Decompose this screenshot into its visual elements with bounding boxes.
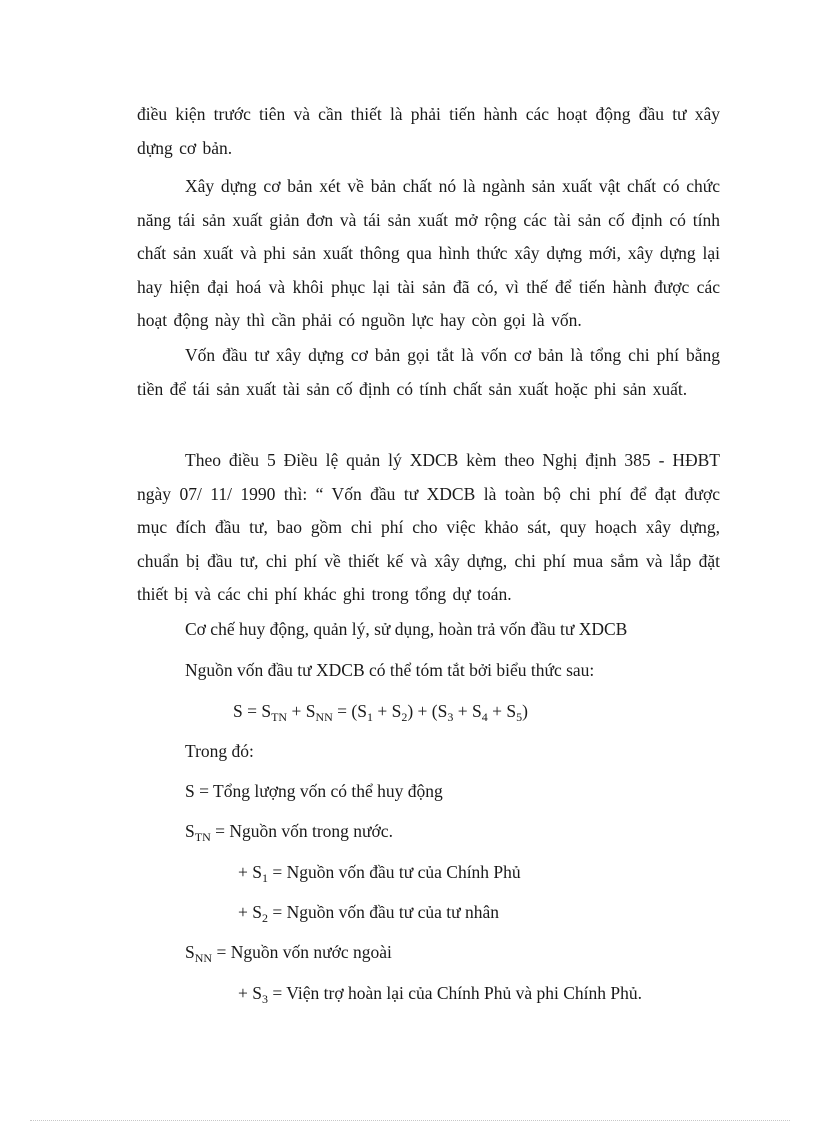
paragraph-construction-definition <box>137 170 720 338</box>
paragraph-capital-definition <box>137 339 720 406</box>
page-bottom-divider <box>30 1120 790 1121</box>
mechanism-line: Cơ chế huy động, quản lý, sử dụng, hoàn trả vốn đầu tư XDCB <box>185 619 628 639</box>
where-label: Trong đó: <box>185 741 254 761</box>
definition-s2: + $S_2$ = Nguồn vốn đầu tư của tư nhân <box>238 902 500 925</box>
summary-line: Nguồn vốn đầu tư XDCB có thể tóm tắt bởi biểu thức sau: <box>185 660 595 680</box>
paragraph-text: điều kiện trước tiên và cần thiết là phải tiến hành các hoạt động đầu tư xây dựng cơ bản. <box>137 104 720 158</box>
paragraph-text: Xây dựng cơ bản xét về bản chất nó là ngành sản xuất vật chất có chức năng tái sản xuất giản đơn và tái sản xuất mở rộng các tài sản cố định có tính chất sản xuất và phi sản xuất thông qua hình thức xây dựng mới, xây dựng lại hay hiện đại hoá và khôi phục lại tài sản đã có, vì thế để tiến hành được các hoạt động này thì cần phải có nguồn lực hay còn gọi là vốn. <box>137 176 720 330</box>
definition-s-total: S = Tổng lượng vốn có thể huy động <box>185 781 443 801</box>
paragraph-text: Theo điều 5 Điều lệ quản lý XDCB kèm theo Nghị định 385 - HĐBT ngày 07/ 11/ 1990 thì: “ Vốn đầu tư XDCB là toàn bộ chi phí để đạt được mục đích đầu tư, bao gồm chi phí cho việc khảo sát, quy hoạch xây dựng, chuẩn bị đầu tư, chi phí về thiết kế và xây dựng, chi phí mua sắm và lắp đặt thiết bị và các chi phí khác ghi trong tổng dự toán. <box>137 450 720 604</box>
definition-s3: + $S_3$ = Viện trợ hoàn lại của Chính Phủ và phi Chính Phủ. <box>238 983 643 1006</box>
definition-s1: + $S_1$ = Nguồn vốn đầu tư của Chính Phủ <box>238 862 521 885</box>
definition-s-nn: $S_{NN}$ = Nguồn vốn nước ngoài <box>185 942 392 965</box>
paragraph-regulation-quote <box>137 444 720 612</box>
definition-s-tn: $S_{TN}$ = Nguồn vốn trong nước. <box>185 821 393 844</box>
capital-formula: $S = S_{TN} + S_{NN} = (S_1 + S_2) + (S_3 + S_4 + S_5)$ <box>233 701 528 724</box>
paragraph-text: Vốn đầu tư xây dựng cơ bản gọi tắt là vốn cơ bản là tổng chi phí bằng tiền để tái sản xuất tài sản cố định có tính chất sản xuất hoặc phi sản xuất. <box>137 345 720 399</box>
paragraph-intro-continued <box>137 98 720 165</box>
